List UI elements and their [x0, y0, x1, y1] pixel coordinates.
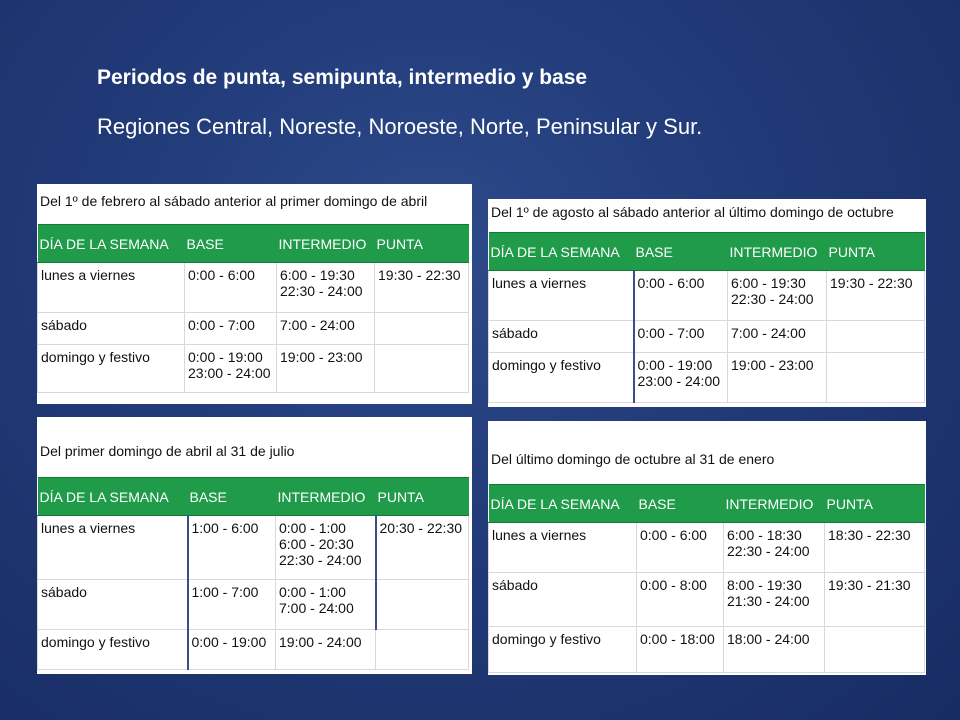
cell-base: 0:00 - 6:00 — [637, 523, 724, 573]
cell-intermedio: 0:00 - 1:00 6:00 - 20:30 22:30 - 24:00 — [276, 516, 376, 580]
schedule-table-feb-apr — [37, 184, 472, 404]
cell-intermedio: 6:00 - 19:30 22:30 - 24:00 — [728, 271, 827, 321]
column-header-intermedio: INTERMEDIO — [277, 225, 375, 263]
cell-base: 0:00 - 19:00 — [188, 630, 276, 670]
cell-day: lunes a viernes — [38, 516, 188, 580]
table-row — [38, 516, 469, 580]
table-caption: Del último domingo de octubre al 31 de enero — [491, 451, 775, 467]
cell-punta: 19:30 - 21:30 — [825, 573, 925, 627]
cell-punta — [375, 345, 469, 393]
schedule-table-apr-jul — [37, 417, 472, 674]
cell-punta — [827, 321, 925, 353]
table-row — [489, 573, 925, 627]
cell-punta — [825, 627, 925, 673]
cell-intermedio: 6:00 - 18:30 22:30 - 24:00 — [724, 523, 825, 573]
table-row — [38, 630, 469, 670]
cell-day: sábado — [38, 580, 188, 630]
cell-base: 0:00 - 7:00 — [634, 321, 728, 353]
schedule-table-oct-jan — [488, 421, 926, 675]
cell-day: lunes a viernes — [489, 271, 634, 321]
table-row — [489, 321, 925, 353]
cell-base: 0:00 - 6:00 — [634, 271, 728, 321]
cell-punta: 18:30 - 22:30 — [825, 523, 925, 573]
cell-day: sábado — [489, 573, 637, 627]
cell-punta — [827, 353, 925, 403]
column-header-punta: PUNTA — [375, 225, 469, 263]
cell-base: 0:00 - 7:00 — [185, 313, 277, 345]
cell-base: 1:00 - 6:00 — [188, 516, 276, 580]
cell-day: domingo y festivo — [38, 630, 188, 670]
table-row — [38, 345, 469, 393]
cell-intermedio: 18:00 - 24:00 — [724, 627, 825, 673]
cell-punta — [376, 630, 469, 670]
slide-subtitle: Regiones Central, Noreste, Noroeste, Norte, Peninsular y Sur. — [97, 114, 703, 139]
cell-punta: 19:30 - 22:30 — [827, 271, 925, 321]
cell-base: 0:00 - 19:00 23:00 - 24:00 — [634, 353, 728, 403]
cell-base: 1:00 - 7:00 — [188, 580, 276, 630]
column-header-base: BASE — [634, 233, 728, 271]
cell-base: 0:00 - 6:00 — [185, 263, 277, 313]
cell-day: domingo y festivo — [489, 627, 637, 673]
table-caption: Del 1º de febrero al sábado anterior al primer domingo de abril — [40, 193, 428, 209]
table-row — [489, 627, 925, 673]
cell-day: sábado — [38, 313, 185, 345]
cell-intermedio: 7:00 - 24:00 — [728, 321, 827, 353]
schedule-table-aug-oct — [488, 199, 926, 407]
column-header-base: BASE — [185, 225, 277, 263]
table-row — [38, 263, 469, 313]
table-row — [38, 313, 469, 345]
column-header-punta: PUNTA — [827, 233, 925, 271]
column-header-base: BASE — [188, 478, 276, 516]
cell-punta — [375, 313, 469, 345]
column-header-intermedio: INTERMEDIO — [276, 478, 376, 516]
cell-intermedio: 19:00 - 23:00 — [277, 345, 375, 393]
column-header-day: DÍA DE LA SEMANA — [489, 485, 637, 523]
column-header-punta: PUNTA — [376, 478, 469, 516]
cell-punta: 19:30 - 22:30 — [375, 263, 469, 313]
column-header-base: BASE — [637, 485, 724, 523]
cell-punta: 20:30 - 22:30 — [376, 516, 469, 580]
cell-intermedio: 19:00 - 23:00 — [728, 353, 827, 403]
cell-intermedio: 7:00 - 24:00 — [277, 313, 375, 345]
cell-intermedio: 19:00 - 24:00 — [276, 630, 376, 670]
table-caption: Del primer domingo de abril al 31 de julio — [40, 443, 295, 459]
cell-day: lunes a viernes — [38, 263, 185, 313]
table-caption: Del 1º de agosto al sábado anterior al último domingo de octubre — [491, 204, 894, 220]
cell-punta — [376, 580, 469, 630]
column-header-day: DÍA DE LA SEMANA — [38, 478, 188, 516]
cell-base: 0:00 - 19:00 23:00 - 24:00 — [185, 345, 277, 393]
column-header-intermedio: INTERMEDIO — [728, 233, 827, 271]
column-header-day: DÍA DE LA SEMANA — [489, 233, 634, 271]
cell-base: 0:00 - 18:00 — [637, 627, 724, 673]
cell-day: sábado — [489, 321, 634, 353]
cell-intermedio: 8:00 - 19:30 21:30 - 24:00 — [724, 573, 825, 627]
cell-day: domingo y festivo — [489, 353, 634, 403]
cell-base: 0:00 - 8:00 — [637, 573, 724, 627]
cell-intermedio: 6:00 - 19:30 22:30 - 24:00 — [277, 263, 375, 313]
column-header-intermedio: INTERMEDIO — [724, 485, 825, 523]
cell-intermedio: 0:00 - 1:00 7:00 - 24:00 — [276, 580, 376, 630]
table-row — [489, 353, 925, 403]
column-header-day: DÍA DE LA SEMANA — [38, 225, 185, 263]
table-row — [38, 580, 469, 630]
cell-day: lunes a viernes — [489, 523, 637, 573]
cell-day: domingo y festivo — [38, 345, 185, 393]
slide-title: Periodos de punta, semipunta, intermedio y base — [97, 66, 588, 89]
table-row — [489, 523, 925, 573]
table-row — [489, 271, 925, 321]
column-header-punta: PUNTA — [825, 485, 925, 523]
